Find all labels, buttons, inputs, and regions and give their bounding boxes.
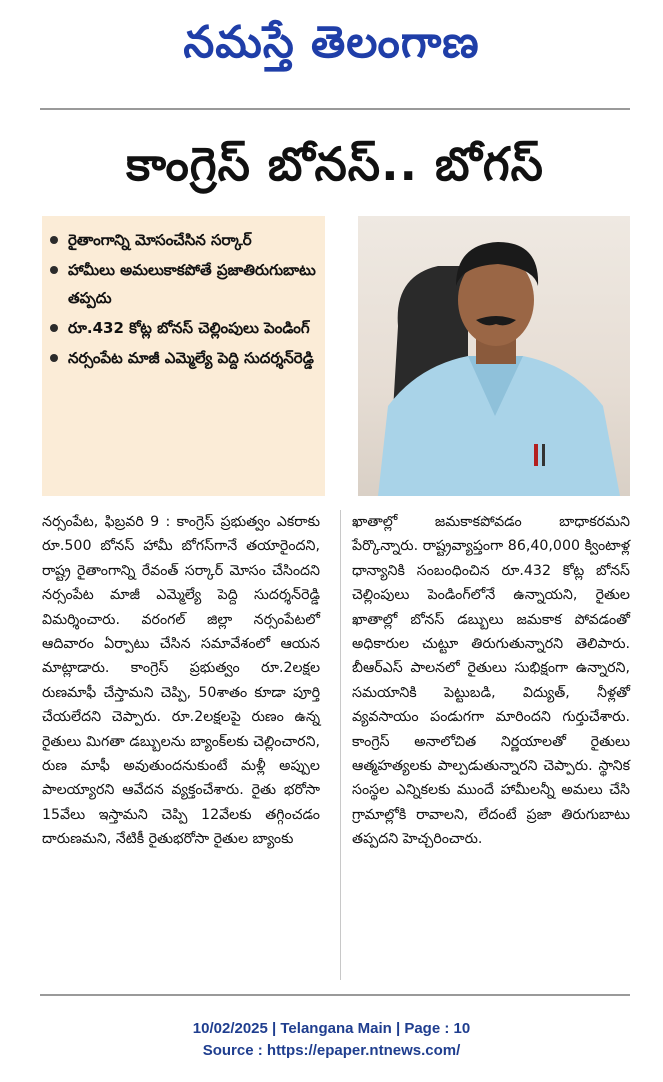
portrait-illustration [358, 216, 630, 496]
highlights-box [42, 216, 325, 496]
bottom-divider [40, 994, 630, 996]
portrait-photo [358, 216, 630, 496]
highlight-item [50, 314, 319, 342]
top-divider [40, 108, 630, 110]
bullet-icon [50, 324, 58, 332]
article-body-left-column: నర్సంపేట, ఫిబ్రవరి 9 : కాంగ్రెస్ ప్రభుత్వం ఎకరాకు రూ.500 బోనస్ హామీ బోగస్‌గానే తయారైందని, రాష్ట్ర రైతాంగాన్ని రేవంత్ సర్కార్ మోసం చేసిందని నర్సంపేట మాజీ ఎమ్మెల్యే పెద్ది సుదర్శన్‌రెడ్డి విమర్శించారు. వరంగల్ జిల్లా నర్సంపేటలో ఆదివారం ఏర్పాటు చేసిన సమావేశంలో ఆయన మాట్లాడారు. కాంగ్రెస్ ప్రభుత్వం రూ.2లక్షల రుణమాఫీ చేస్తామని చెప్పి, 50శాతం కూడా పూర్తి చేయలేదని చెప్పారు. రూ.2లక్షలపై రుణం ఉన్న రైతులు మిగతా డబ్బులను బ్యాంక్‌లకు చెల్లించారని, రుణ మాఫీ అవుతుందనుకుంటే మళ్లీ అప్పుల పాలయ్యారని ఆవేదన వ్యక్తంచేశారు. రైతు భరోసా 15వేలు ఇస్తామని చెప్పి 12వేలకు తగ్గించడం దారుణమని, నేటికీ రైతుభరోసా రైతుల బ్యాంకు [42, 514, 320, 848]
column-divider [340, 510, 341, 980]
article-headline: కాంగ్రెస్ బోనస్.. బోగస్ [126, 137, 544, 191]
highlight-item [50, 344, 319, 372]
highlight-text: రూ.432 కోట్ల బోనస్ చెల్లింపులు పెండింగ్ [68, 319, 310, 337]
bullet-icon [50, 236, 58, 244]
edition-info: 10/02/2025 | Telangana Main | Page : 10 [192, 1020, 471, 1037]
highlight-item [50, 256, 319, 312]
highlight-text: రైతాంగాన్ని మోసంచేసిన సర్కార్ [68, 231, 252, 249]
highlight-text: నర్సంపేట మాజీ ఎమ్మెల్యే పెద్ది సుదర్శన్‌రెడ్డి [68, 349, 314, 367]
newspaper-masthead: నమస్తే తెలంగాణ [183, 17, 480, 68]
highlight-text: హామీలు అమలుకాకపోతే ప్రజాతిరుగుబాటు తప్పదు [68, 261, 316, 307]
article-body-right-column: ఖాతాల్లో జమకాకపోవడం బాధాకరమని పేర్కొన్నారు. రాష్ట్రవ్యాప్తంగా 86,40,000 క్వింటాళ్ల ధాన్యానికి సంబంధించిన రూ.432 కోట్ల బోనస్ చెల్లింపులు పెండింగ్‌లోనే ఉన్నాయని, రైతుల ఖాతాల్లో బోనస్ డబ్బులు జమకాక పోవడంతో అధికారుల చుట్టూ తిరుగుతున్నారని తెలిపారు. బీఆర్‌ఎస్ పాలనలో రైతులు సుభిక్షంగా ఉన్నారని, సమయానికి పెట్టుబడి, విద్యుత్, నీళ్లతో వ్యవసాయం పండుగగా మారిందని గుర్తుచేశారు. కాంగ్రెస్ అనాలోచిత నిర్ణయాలతో రైతులు ఆత్మహత్యలకు పాల్పడుతున్నారని చెప్పారు. స్థానిక సంస్థల ఎన్నికలకు ముందే హామీలన్నీ అమలు చేసి గ్రామాల్లోకి రావాలని, లేదంటే ప్రజా తిరుగుబాటు తప్పదని హెచ్చరించారు. [352, 514, 630, 848]
bullet-icon [50, 266, 58, 274]
source-info: Source : https://epaper.ntnews.com/ [202, 1042, 461, 1059]
highlight-item [50, 226, 319, 254]
bullet-icon [50, 354, 58, 362]
